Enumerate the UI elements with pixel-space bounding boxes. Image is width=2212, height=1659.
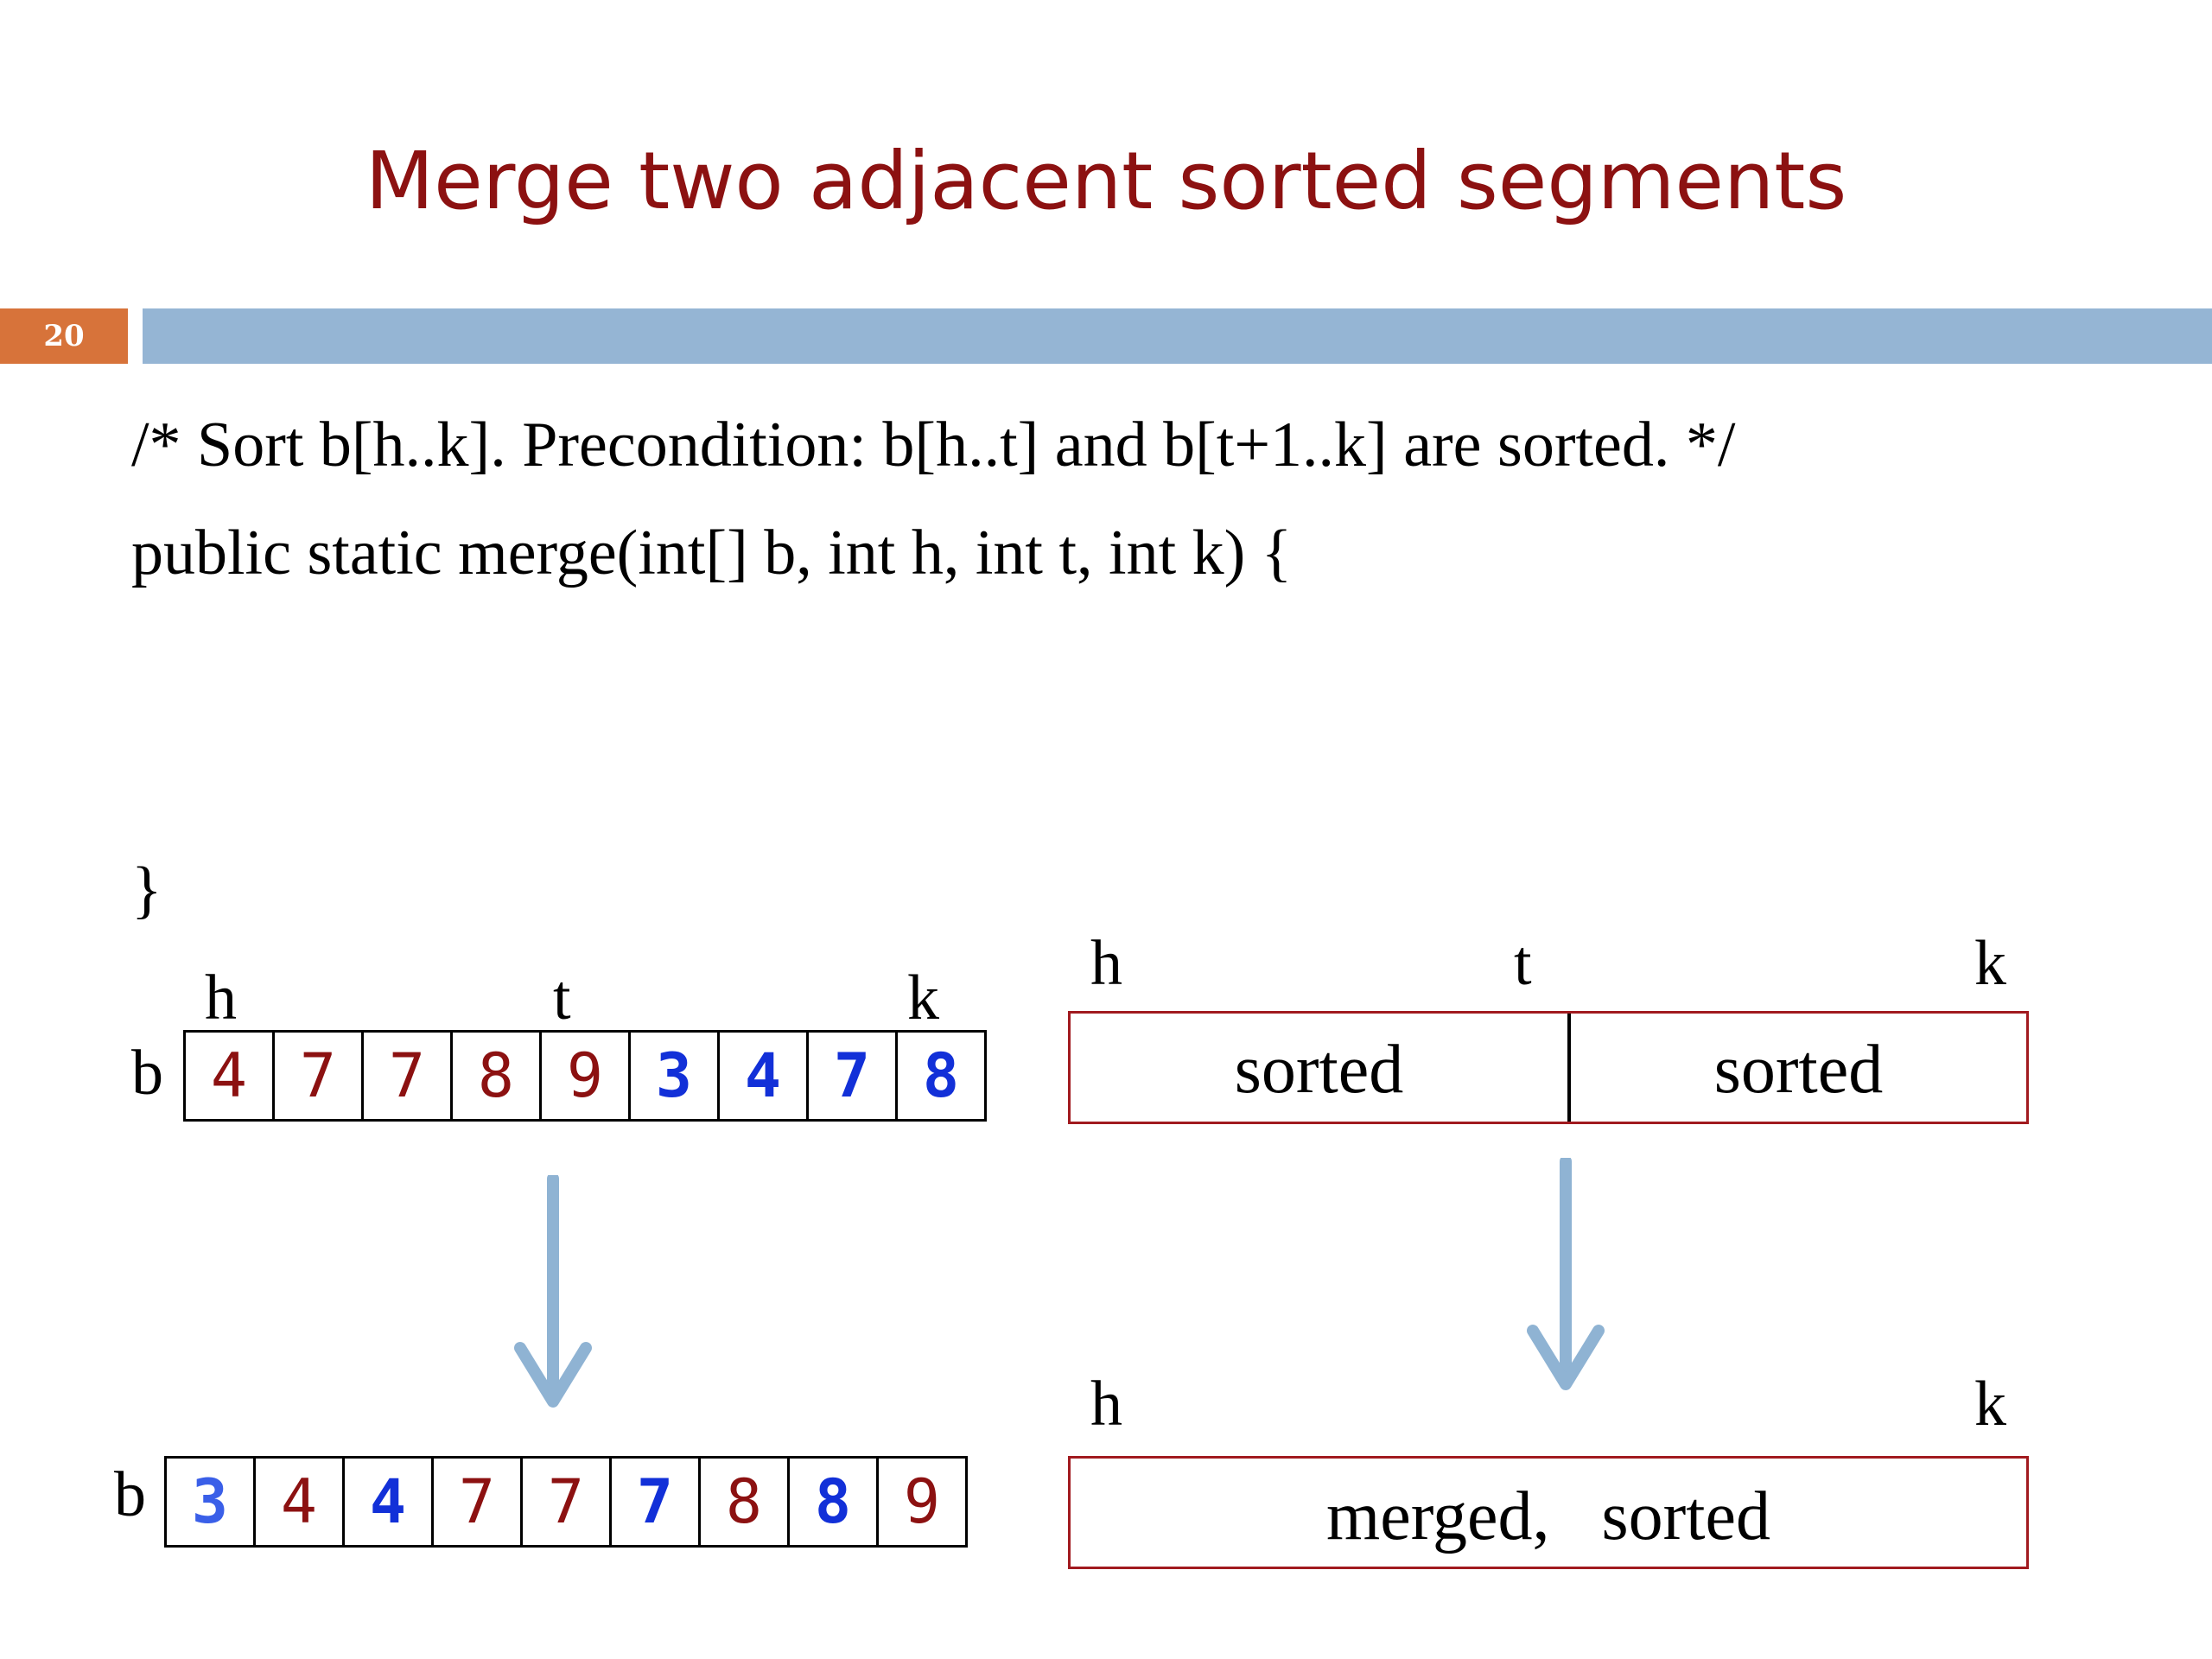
title-underline-bar [143, 308, 2212, 364]
array-cell: 9 [539, 1030, 631, 1122]
array-cell: 7 [609, 1456, 701, 1548]
array-cell: 4 [183, 1030, 275, 1122]
segment-label-t: t [1514, 928, 1532, 999]
index-label-t: t [553, 963, 571, 1033]
index-label-k: k [907, 963, 939, 1033]
segment-right-text: sorted [1713, 1032, 1884, 1108]
down-arrow-icon [1522, 1158, 1609, 1400]
array-cell: 4 [253, 1456, 345, 1548]
array-cell: 7 [806, 1030, 898, 1122]
array-cell: 7 [361, 1030, 453, 1122]
segment-label-k: k [1974, 928, 2006, 999]
merged-text: merged, sorted [1326, 1478, 1770, 1554]
closing-brace: } [131, 855, 162, 925]
array-before [183, 1030, 987, 1122]
array-cell: 8 [895, 1030, 987, 1122]
slide-title: Merge two adjacent sorted segments [365, 135, 1847, 227]
array-after [164, 1456, 968, 1548]
array-cell: 9 [876, 1456, 968, 1548]
segment-left-text: sorted [1234, 1032, 1404, 1108]
index-label-h: h [205, 963, 237, 1033]
array-name-after: b [114, 1459, 146, 1530]
code-comment: /* Sort b[h..k]. Precondition: b[h..t] and b[t+1..k] are sorted. */ [131, 410, 1736, 480]
array-cell: 3 [164, 1456, 256, 1548]
array-cell: 8 [787, 1456, 879, 1548]
array-cell: 3 [628, 1030, 720, 1122]
array-name-before: b [131, 1038, 163, 1109]
method-signature: public static merge(int[] b, int h, int t, int k) { [131, 518, 1293, 588]
merged-label-k: k [1974, 1369, 2006, 1440]
array-cell: 8 [698, 1456, 790, 1548]
array-cell: 8 [450, 1030, 542, 1122]
array-cell: 4 [342, 1456, 434, 1548]
down-arrow-icon [510, 1175, 596, 1417]
segment-box-after [1068, 1456, 2029, 1569]
segment-box-before [1068, 1011, 2029, 1124]
array-cell: 4 [717, 1030, 809, 1122]
array-cell: 7 [431, 1456, 523, 1548]
merged-label-h: h [1090, 1369, 1122, 1440]
array-cell: 7 [520, 1456, 612, 1548]
segment-label-h: h [1090, 928, 1122, 999]
array-cell: 7 [272, 1030, 364, 1122]
slide-number: 20 [0, 308, 128, 364]
